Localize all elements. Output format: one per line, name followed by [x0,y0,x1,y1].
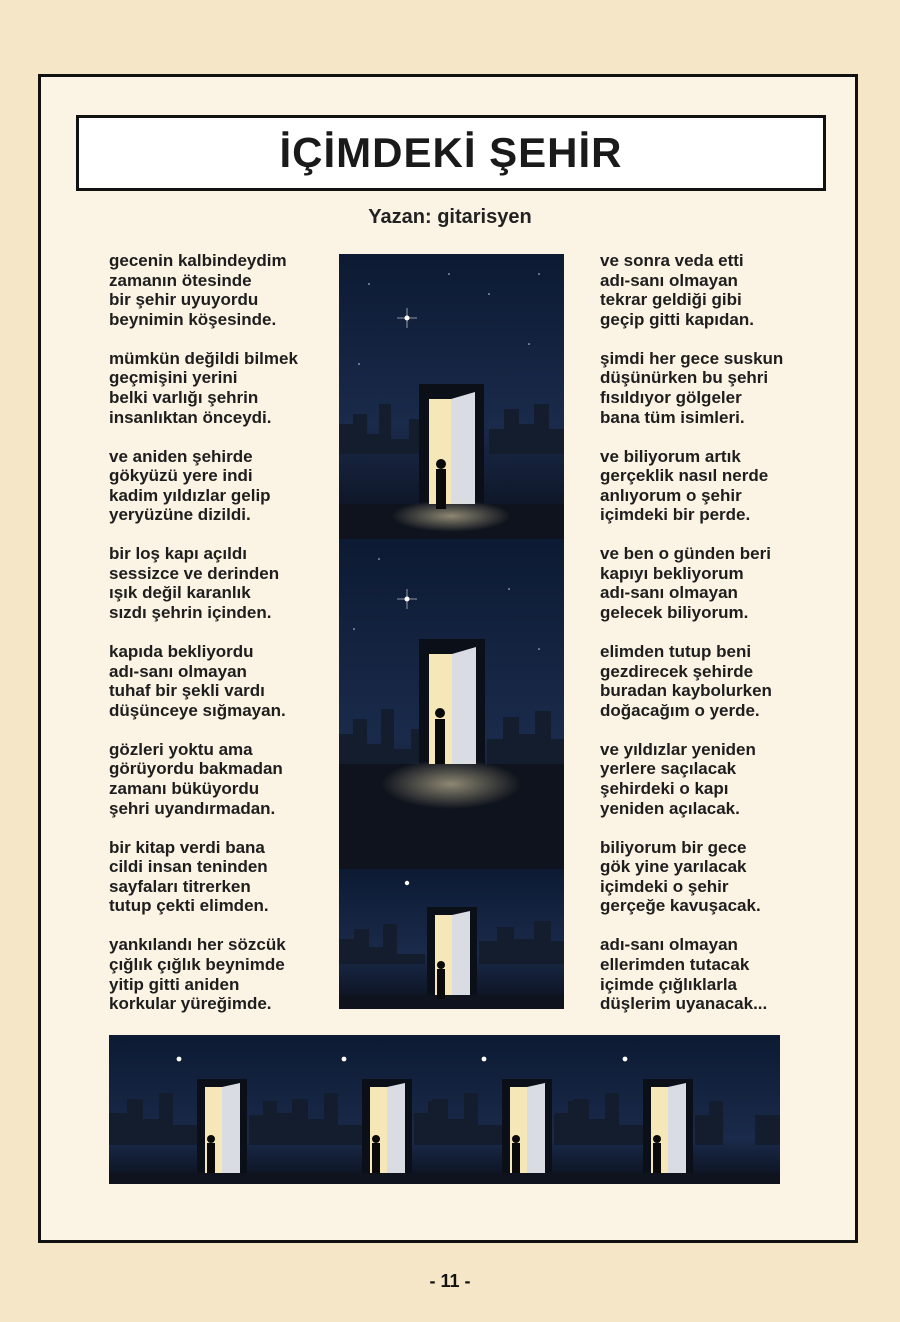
poem-line: buradan kaybolurken [600,681,772,701]
poem-line: sızdı şehrin içinden. [109,603,272,623]
poem-line: düşünceye sığmayan. [109,700,286,720]
stanza [109,544,329,622]
poem-line: kapıda bekliyordu [109,642,254,662]
author-line: Yazan: gitarisyen [368,206,532,228]
poem-line: ışık değil karanlık [109,583,251,603]
poem-line: şehirdeki o kapı [600,779,729,799]
poem-line: beynimin köşesinde. [109,309,277,329]
poem-line: gecenin kalbindeydim [109,251,287,270]
vertical-illustration [339,254,564,1009]
door-scene-vertical [339,254,564,1009]
poem-line: zamanı büküyordu [109,779,260,799]
stanza [600,838,820,916]
horizontal-illustration [109,1035,780,1184]
stanza [109,935,329,1013]
poem-line: bir loş kapı açıldı [109,544,247,564]
poem-line: tuhaf bir şekli vardı [109,681,265,701]
poem-line: gerçeğe kavuşacak. [600,896,761,916]
stanza [600,447,820,525]
poem-line: kapıyı bekliyorum [600,563,744,583]
stanza [600,740,820,818]
poem-line: adı-sanı olmayan [600,935,738,955]
poem-line: sessizce ve derinden [109,563,280,583]
poem-line: korkular yüreğimde. [109,994,272,1014]
poem-line: cildi insan teninden [109,857,268,877]
poem-line: bana tüm isimleri. [600,407,745,427]
poem-line: düşünürken bu şehri [600,368,769,388]
poem-line: sayfaları titrerken [109,876,251,896]
poem-line: gelecek biliyorum. [600,603,749,623]
poem-line: anlıyorum o şehir [600,485,742,505]
poem-line: ve sonra veda etti [600,251,744,270]
poem-line: içimdeki bir perde. [600,505,751,525]
poem-line: içimde çığlıklarla [600,974,738,994]
poem-line: yankılandı her sözcük [109,935,286,955]
poem-line: biliyorum bir gece [600,837,747,857]
poem-line: adı-sanı olmayan [600,583,738,603]
poem-line: şimdi her gece suskun [600,348,784,368]
poem-line: fısıldıyor gölgeler [600,387,742,407]
title-box [76,115,826,191]
stanza [600,349,820,427]
poem-line: adı-sanı olmayan [600,270,738,290]
stanza [109,838,329,916]
poem-line: düşlerim uyanacak... [600,994,768,1014]
poem-line: tekrar geldiği gibi [600,290,742,310]
poem-line: bir kitap verdi bana [109,837,265,857]
poem-line: şehri uyandırmadan. [109,798,276,818]
poem-line: gök yine yarılacak [600,857,747,877]
stanza [109,349,329,427]
poem-line: gezdirecek şehirde [600,661,754,681]
poem-line: yitip gitti aniden [109,974,240,994]
poem-line: elimden tutup beni [600,642,752,662]
left-poem-column [109,251,329,1033]
poem-line: görüyordu bakmadan [109,759,283,779]
poem-line: geçmişini yerini [109,368,238,388]
poem-line: bir şehir uyuyordu [109,290,259,310]
page-number: - 11 - [429,1271,471,1291]
poem-line: insanlıktan önceydi. [109,407,272,427]
stanza [109,642,329,720]
poem-line: adı-sanı olmayan [109,661,247,681]
poem-line: mümkün değildi bilmek [109,348,298,368]
right-poem-column [600,251,820,1033]
door-scene-horizontal [109,1035,780,1184]
poem-line: yerlere saçılacak [600,759,737,779]
stanza [600,935,820,1013]
poem-line: zamanın ötesinde [109,270,252,290]
poem-title: İÇİMDEKİ ŞEHİR [279,129,623,176]
poem-line: belki varlığı şehrin [109,387,259,407]
poem-line: gerçeklik nasıl nerde [600,466,769,486]
poem-line: ve aniden şehirde [109,446,253,466]
poem-line: gözleri yoktu ama [109,739,253,759]
poem-line: çığlık çığlık beynimde [109,954,285,974]
poem-line: kadim yıldızlar gelip [109,485,271,505]
poem-line: içimdeki o şehir [600,876,729,896]
stanza [600,251,820,329]
poem-line: yeryüzüne dizildi. [109,505,251,525]
poem-line: geçip gitti kapıdan. [600,309,754,329]
poem-line: tutup çekti elimden. [109,896,269,916]
poem-line: yeniden açılacak. [600,798,740,818]
poem-line: ve yıldızlar yeniden [600,739,756,759]
poem-line: ellerimden tutacak [600,954,750,974]
poem-line: gökyüzü yere indi [109,466,253,486]
poem-line: ve ben o günden beri [600,544,771,564]
stanza [109,740,329,818]
stanza [109,447,329,525]
stanza [600,544,820,622]
poem-line: doğacağım o yerde. [600,700,760,720]
stanza [600,642,820,720]
poem-line: ve biliyorum artık [600,446,741,466]
stanza [109,251,329,329]
